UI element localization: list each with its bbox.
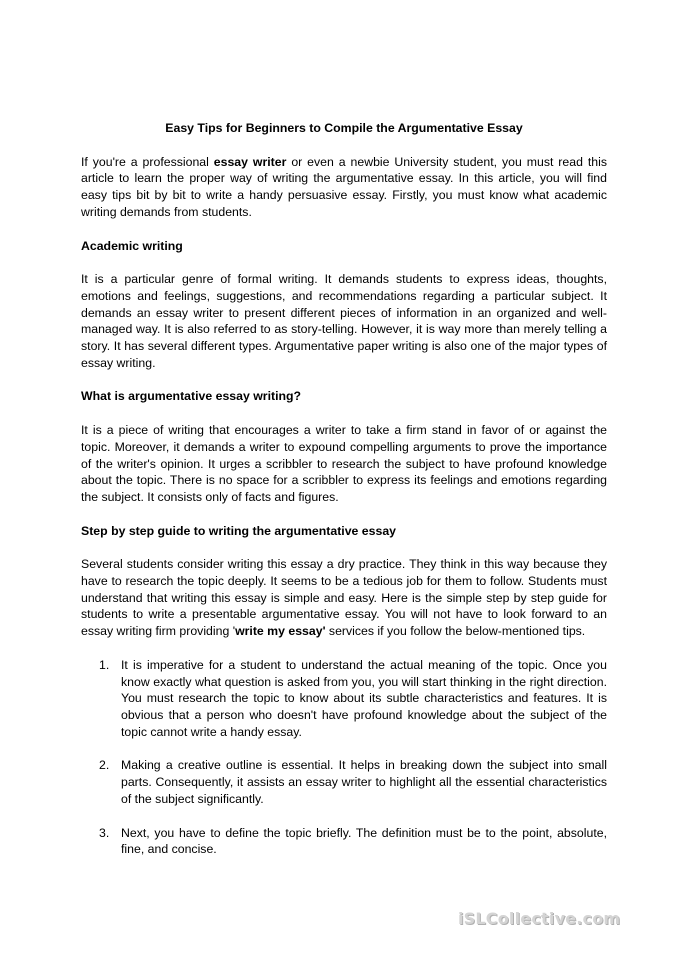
document-title: Easy Tips for Beginners to Compile the Argumentative Essay <box>165 121 523 135</box>
heading-step-guide: Step by step guide to writing the argumentative essay <box>81 523 397 538</box>
step-guide-text-after: services if you follow the below-mentioned tips. <box>325 624 586 639</box>
list-item-number: 2. <box>99 758 110 773</box>
step-guide-bold: write my essay' <box>235 624 326 639</box>
step-guide-text-before: Several students consider writing this essay a dry practice. They think in this way because they have to research the topic deeply. It seems to be a tedious job for them to follow. Students must understand that writing this essay is simple and easy. Here is the simple step by step guide for students to write a presentable argumentative essay. You will not have to look forward to an essay writing firm providing ' <box>81 557 607 639</box>
steps-list <box>81 657 607 858</box>
list-item <box>81 757 607 807</box>
heading-argumentative-essay: What is argumentative essay writing? <box>81 389 302 404</box>
paragraph-step-guide <box>81 556 607 640</box>
intro-text-after: or even a newbie University student, you must read this article to learn the proper way of writing the argumentative essay. In this article, you will find easy tips bit by bit to write a handy persuasive essay. Firstly, you must know what academic writing demands from students. <box>81 154 607 219</box>
document-content <box>81 120 607 875</box>
intro-bold-link: essay writer <box>213 154 287 169</box>
watermark-logo: iSLCollective.com <box>458 909 621 928</box>
intro-text-before: If you're a professional <box>81 154 214 169</box>
intro-paragraph <box>81 154 607 221</box>
list-item-text: It is imperative for a student to understand the actual meaning of the topic. Once you know exactly what question is asked from you, you will start thinking in the right direction. You must research the topic to know about its subtle characteristics and features. It is obvious that a person who doesn't have profound knowledge about the subject of the topic cannot write a handy essay. <box>121 657 607 739</box>
list-item-number: 3. <box>99 825 110 840</box>
list-item-number: 1. <box>99 657 110 672</box>
list-item <box>81 825 607 858</box>
list-item-text: Next, you have to define the topic briefly. The definition must be to the point, absolute, fine, and concise. <box>121 825 607 857</box>
list-item <box>81 657 607 741</box>
list-item-text: Making a creative outline is essential. It helps in breaking down the subject into small parts. Consequently, it assists an essay writer to highlight all the essential characteristics of the subject significantly. <box>121 758 607 806</box>
paragraph-argumentative-essay: It is a piece of writing that encourages a writer to take a firm stand in favor of or against the topic. Moreover, it demands a writer to expound compelling arguments to prove the importance of the writer's opinion. It urges a scribbler to research the subject to have profound knowledge about the topic. There is no space for a scribbler to express its feelings and emotions regarding the subject. It consists only of facts and figures. <box>81 423 607 504</box>
heading-academic-writing: Academic writing <box>81 238 183 253</box>
paragraph-academic-writing: It is a particular genre of formal writing. It demands students to express ideas, thoughts, emotions and feelings, suggestions, and recommendations regarding a particular subject. It demands an essay writer to present different pieces of information in an organized and well-managed way. It is also referred to as story-telling. However, it is way more than merely telling a story. It has several different types. Argumentative paper writing is also one of the major types of essay writing. <box>81 272 607 370</box>
